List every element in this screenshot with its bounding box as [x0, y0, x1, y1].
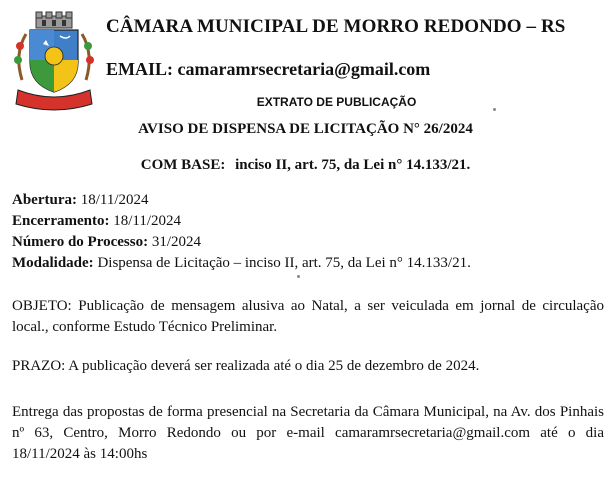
scan-speck	[297, 275, 300, 278]
modalidade-label: Modalidade:	[12, 255, 94, 271]
prazo-paragraph: PRAZO: A publicação deverá ser realizada até o dia 25 de dezembro de 2024.	[12, 358, 480, 374]
base-label: COM BASE:	[140, 157, 226, 173]
entrega-paragraph: Entrega das propostas de forma presencial na Secretaria da Câmara Municipal, na Av. dos Pinhais nº 63, Centro, Morro Redondo ou por e-mail camaramrsecretaria@gmail.com até o dia 18/11/2024 às 14:00hs	[12, 404, 604, 462]
base-text: inciso II, art. 75, da Lei n° 14.133/21.	[235, 157, 471, 173]
extrato-heading: EXTRATO DE PUBLICAÇÃO	[256, 95, 417, 109]
abertura-row	[12, 190, 604, 211]
abertura-label: Abertura:	[12, 192, 77, 208]
modalidade-row	[12, 253, 604, 274]
base-legal-line	[0, 157, 611, 174]
processo-row	[12, 232, 604, 253]
objeto-paragraph: OBJETO: Publicação de mensagem alusiva ao Natal, a ser veiculada em jornal de circulação local., conforme Estudo Técnico Preliminar.	[12, 298, 604, 335]
modalidade-value: Dispensa de Licitação – inciso II, art. 75, da Lei n° 14.133/21.	[97, 255, 471, 271]
processo-label: Número do Processo:	[12, 234, 149, 250]
processo-value: 31/2024	[151, 234, 202, 250]
email-label: EMAIL:	[106, 59, 173, 79]
encerramento-label: Encerramento:	[12, 213, 110, 229]
info-block	[12, 190, 604, 274]
encerramento-value: 18/11/2024	[113, 213, 181, 229]
email-address: camaramrsecretaria@gmail.com	[177, 59, 431, 79]
abertura-value: 18/11/2024	[80, 192, 149, 208]
aviso-heading: AVISO DE DISPENSA DE LICITAÇÃO N° 26/2024	[138, 121, 473, 137]
header-title: CÂMARA MUNICIPAL DE MORRO REDONDO – RS	[106, 16, 566, 37]
scan-speck	[493, 108, 496, 111]
encerramento-row	[12, 211, 604, 232]
header-email-line	[106, 59, 601, 80]
